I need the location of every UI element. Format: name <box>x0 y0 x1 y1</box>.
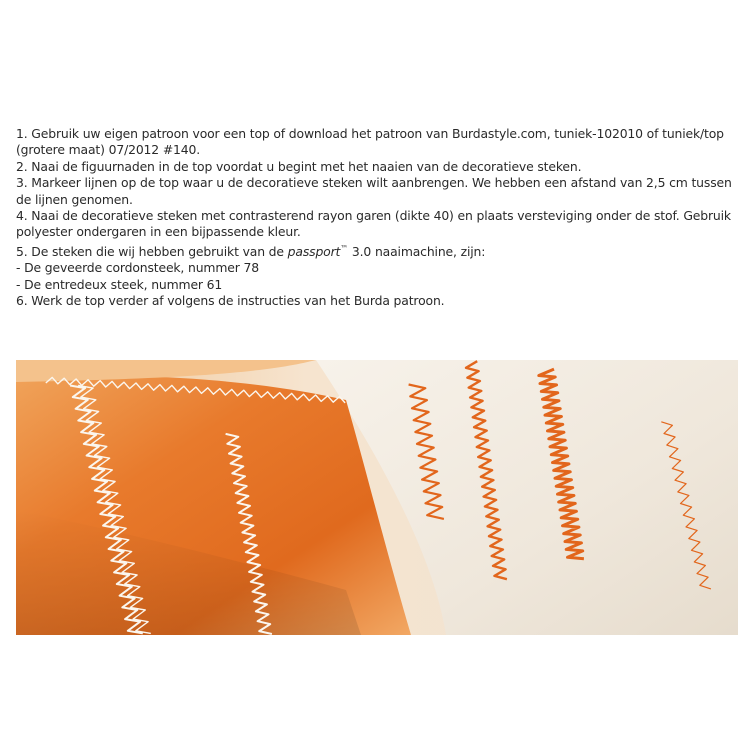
step-5-outro: 3.0 naaimachine, zijn: <box>348 243 486 259</box>
step-5 <box>16 241 738 261</box>
step-1: 1. Gebruik uw eigen patroon voor een top of download het patroon van Burdastyle.com, tuniek-102010 of tuniek/top (grotere maat) 07/2012 #140. <box>16 126 724 158</box>
trademark: ™ <box>340 243 349 253</box>
stitch-item-2: - De entredeux steek, nummer 61 <box>16 276 223 292</box>
instructions-text <box>16 126 738 310</box>
step-6: 6. Werk de top verder af volgens de instructies van het Burda patroon. <box>16 293 445 309</box>
fabric-photo <box>16 360 738 635</box>
stitch-item-1: - De geveerde cordonsteek, nummer 78 <box>16 260 259 276</box>
step-4: 4. Naai de decoratieve steken met contrasterend rayon garen (dikte 40) en plaats versteviging onder de stof. Gebruik polyester ondergaren in een bijpassende kleur. <box>16 208 731 240</box>
brand-name: passport <box>287 243 341 259</box>
fabric-photo-illustration <box>16 360 738 635</box>
step-3: 3. Markeer lijnen op de top waar u de decoratieve steken wilt aanbrengen. We hebben een afstand van 2,5 cm tussen de lijnen genomen. <box>16 175 732 207</box>
step-2: 2. Naai de figuurnaden in de top voordat u begint met het naaien van de decoratieve steken. <box>16 158 582 174</box>
step-5-intro: 5. De steken die wij hebben gebruikt van de <box>16 243 288 259</box>
